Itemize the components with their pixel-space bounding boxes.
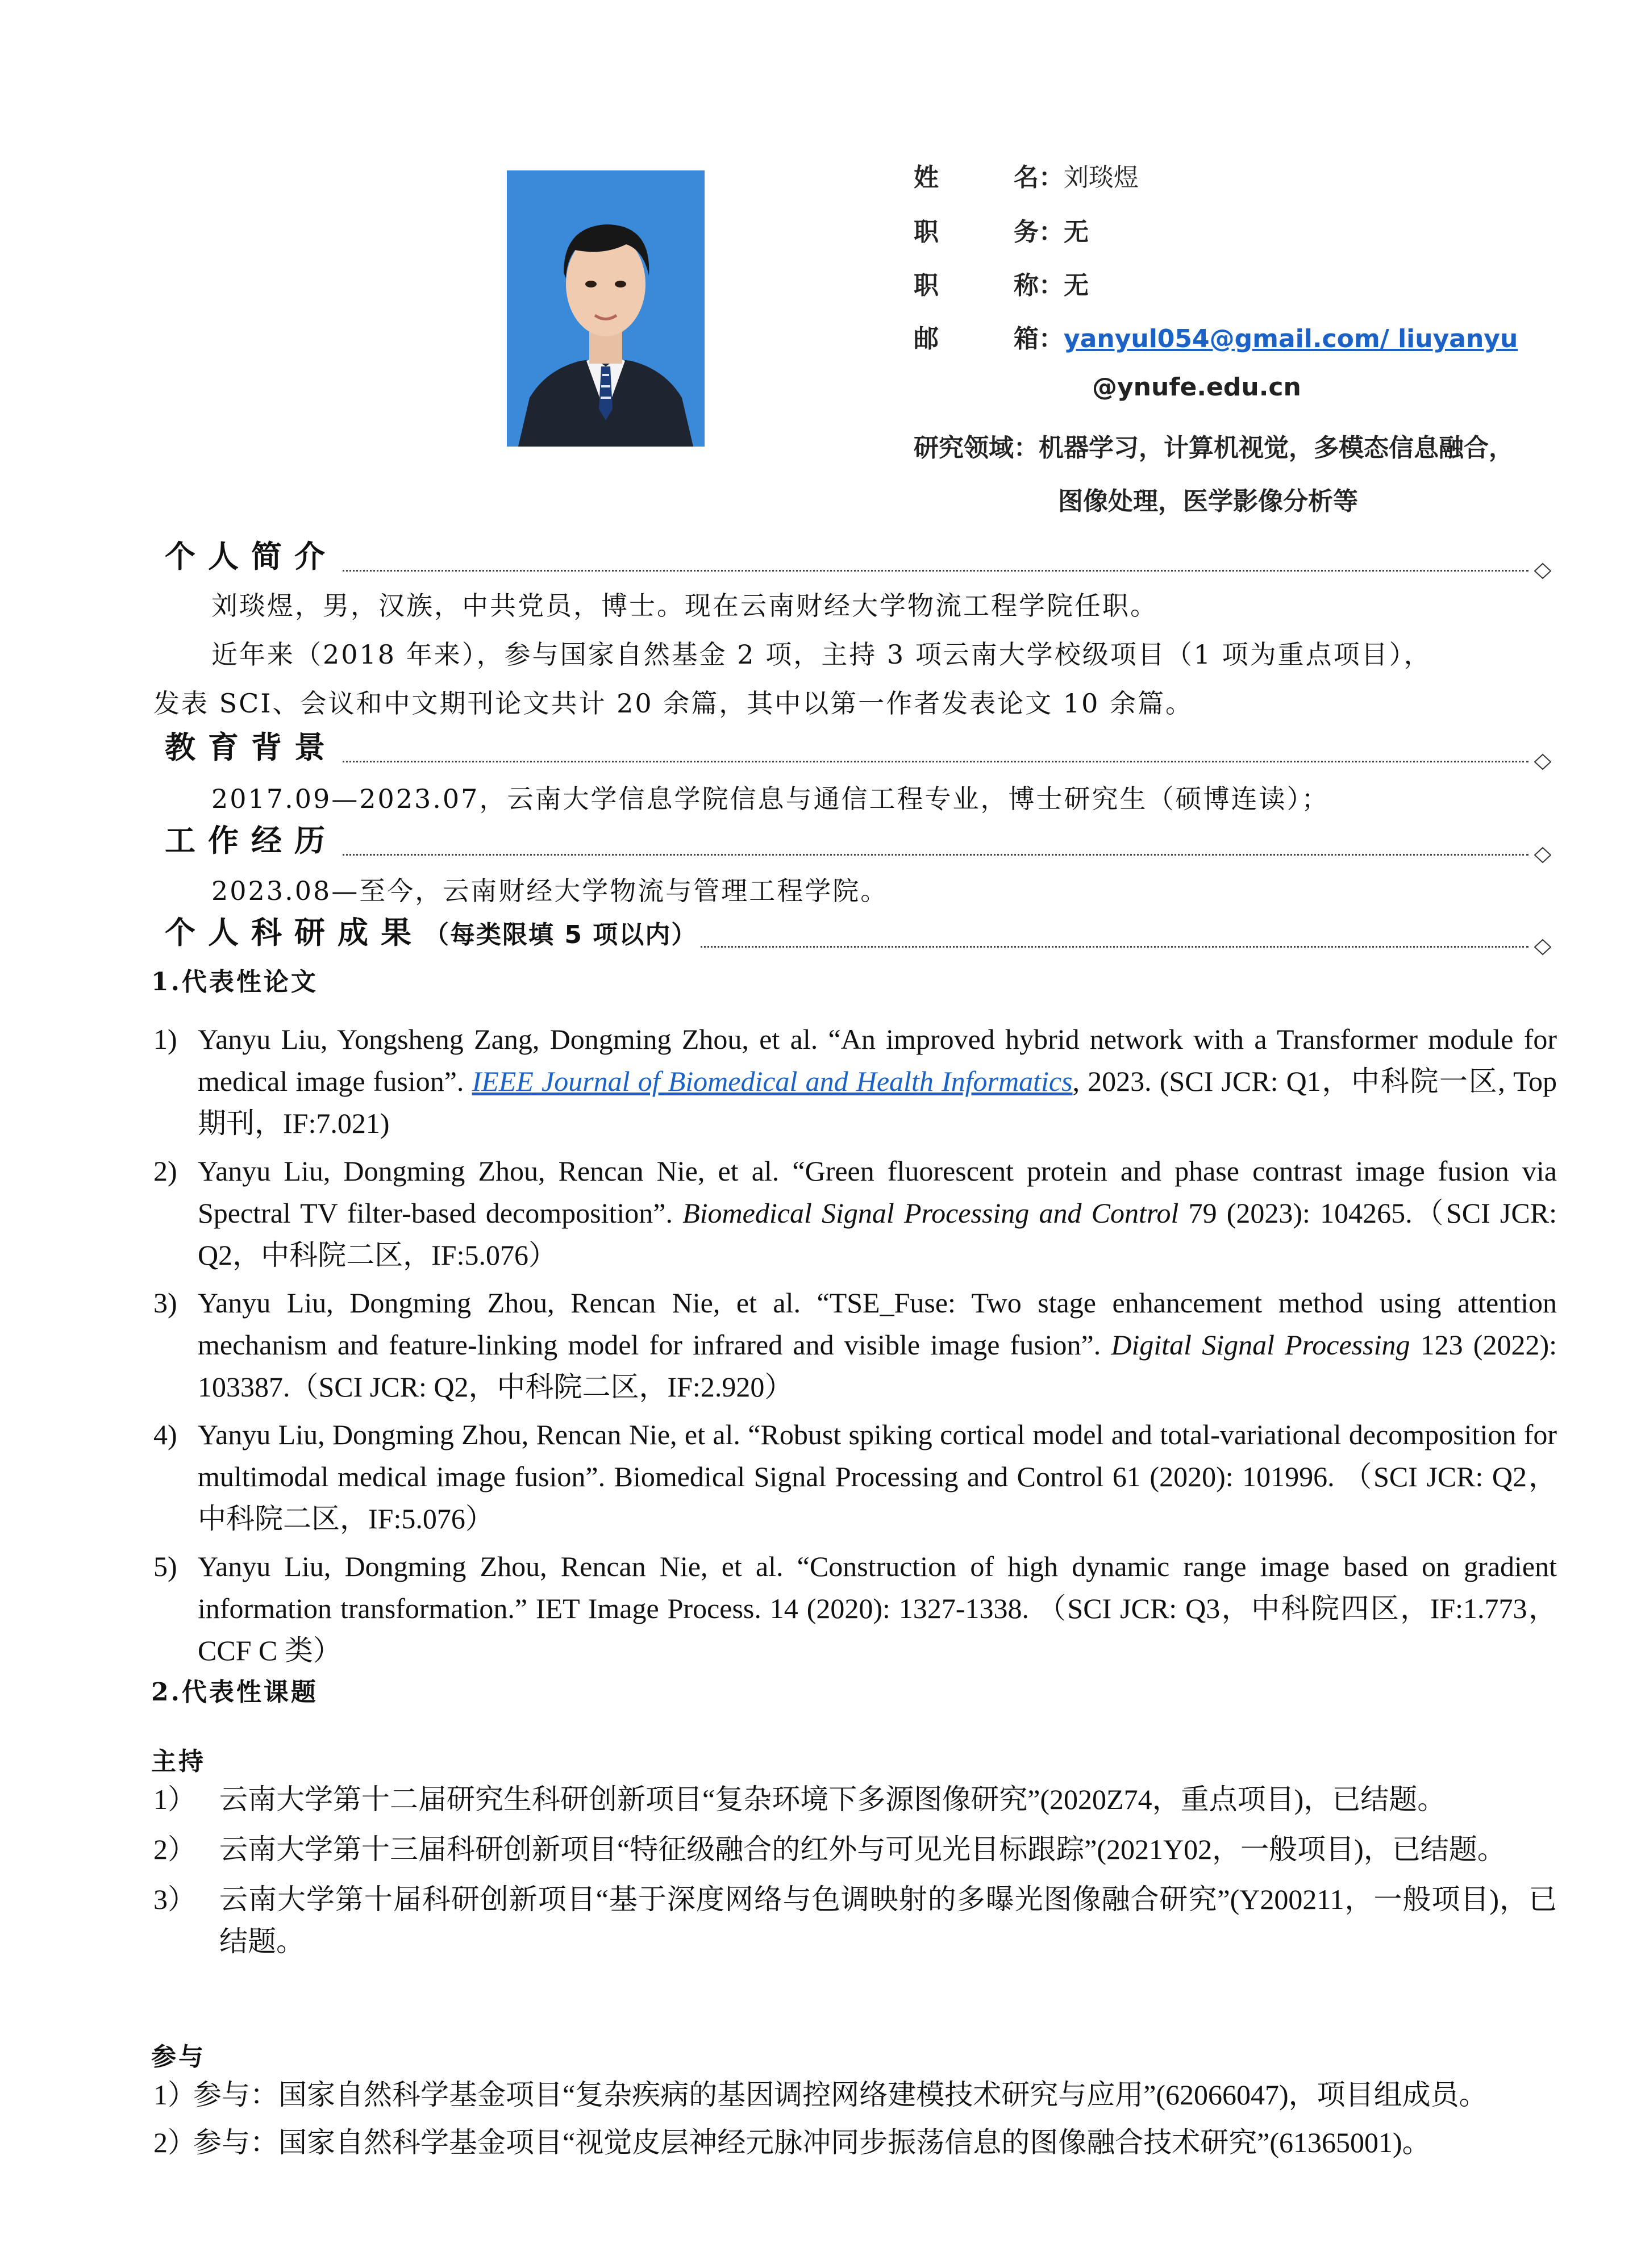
project-number: 3） bbox=[153, 1883, 196, 1915]
section-header-research bbox=[165, 917, 1551, 957]
research-note: （每类限填 5 项以内） bbox=[424, 920, 698, 949]
title-label: 职 称： bbox=[914, 271, 1064, 300]
project-item bbox=[153, 1828, 1557, 1870]
intro-paragraph-2b: 发表 SCI、会议和中文期刊论文共计 20 余篇，其中以第一作者发表论文 10 余篇。 bbox=[153, 688, 1194, 719]
position-value: 无 bbox=[1064, 218, 1089, 247]
project-text: 云南大学第十二届研究生科研创新项目“复杂环境下多源图像研究”(2020Z74，重点项目)，已结题。 bbox=[219, 1783, 1446, 1815]
paper-text: Yanyu Liu, Dongming Zhou, Rencan Nie, et al. “Construction of high dynamic range image based on gradient information transformation.” IET Image Process. 14 (2020): 1327-1338. （SCI JCR: Q3，中科院四区，IF:1.773，CCF C 类） bbox=[198, 1550, 1557, 1666]
project-text: 参与：国家自然科学基金项目“复杂疾病的基因调控网络建模技术研究与应用”(62066047)，项目组成员。 bbox=[193, 2079, 1488, 2111]
research-value-2: 图像处理，医学影像分析等 bbox=[1058, 487, 1358, 516]
project-text: 云南大学第十届科研创新项目“基于深度网络与色调映射的多曝光图像融合研究”(Y200211，一般项目)，已结题。 bbox=[219, 1883, 1557, 1957]
title-row bbox=[914, 265, 1089, 301]
diamond-icon bbox=[1534, 847, 1551, 864]
dotted-divider bbox=[165, 761, 1528, 762]
project-item bbox=[153, 1778, 1557, 1820]
research-row-2 bbox=[1058, 481, 1358, 517]
name-value: 刘琰煜 bbox=[1064, 163, 1139, 192]
paper-number: 3) bbox=[153, 1287, 177, 1319]
name-label: 姓 名： bbox=[914, 163, 1064, 192]
paper-details: 79 (2023): 104265.（SCI JCR: Q2，中科院二区，IF:5.076） bbox=[198, 1197, 1557, 1271]
intro-paragraph-1: 刘琰煜，男，汉族，中共党员，博士。现在云南财经大学物流工程学院任职。 bbox=[211, 590, 1158, 621]
education-line: 2017.09—2023.07，云南大学信息学院信息与通信工程专业，博士研究生（硕博连读）； bbox=[211, 783, 1330, 814]
diamond-icon bbox=[1534, 939, 1551, 956]
paper-item bbox=[153, 1545, 1557, 1671]
paper-text: Yanyu Liu, Dongming Zhou, Rencan Nie, et al. “TSE_Fuse: Two stage enhancement method using attention mechanism and feature-linking model for infrared and visible image fusion”. bbox=[198, 1287, 1557, 1361]
paper-journal-link[interactable]: IEEE Journal of Biomedical and Health Informatics bbox=[472, 1065, 1073, 1097]
email-row bbox=[914, 318, 1518, 355]
diamond-icon bbox=[1534, 753, 1551, 770]
paper-text: Yanyu Liu, Yongsheng Zang, Dongming Zhou, et al. “An improved hybrid network with a Transformer module for medical image fusion”. bbox=[198, 1023, 1557, 1097]
title-value: 无 bbox=[1064, 271, 1089, 300]
research-row bbox=[914, 427, 1514, 464]
projects-heading: 2.代表性课题 bbox=[151, 1678, 318, 1707]
position-row bbox=[914, 211, 1089, 248]
project-item bbox=[153, 1878, 1557, 1962]
paper-text: Yanyu Liu, Dongming Zhou, Rencan Nie, et al. “Robust spiking cortical model and total-variational decomposition for multimodal medical image fusion”. Biomedical Signal Processing and Control 61 (2020): 101996. （SCI JCR: Q2，中科院二区，IF:5.076） bbox=[198, 1419, 1557, 1535]
host-label: 主持 bbox=[151, 1747, 206, 1776]
person-portrait-icon bbox=[507, 170, 705, 447]
section-header-education bbox=[165, 729, 1551, 772]
position-label: 职 务： bbox=[914, 218, 1064, 247]
section-header-work bbox=[165, 825, 1551, 865]
project-text: 参与：国家自然科学基金项目“视觉皮层神经元脉冲同步振荡信息的图像融合技术研究”(61365001)。 bbox=[193, 2127, 1431, 2158]
join-label: 参与 bbox=[151, 2042, 206, 2071]
paper-journal: Biomedical Signal Processing and Control bbox=[682, 1197, 1179, 1229]
section-title: 个人简介 bbox=[165, 532, 341, 576]
paper-item bbox=[153, 1282, 1557, 1408]
research-title: 个人科研成果 bbox=[165, 915, 424, 950]
name-row bbox=[914, 157, 1139, 193]
paper-number: 5) bbox=[153, 1550, 177, 1582]
paper-number: 2) bbox=[153, 1155, 177, 1187]
project-number: 1） bbox=[153, 1783, 196, 1815]
research-label: 研究领域： bbox=[914, 433, 1039, 462]
section-title: 工作经历 bbox=[165, 816, 341, 860]
joined-projects-list bbox=[153, 2074, 1557, 2163]
dotted-divider bbox=[165, 570, 1528, 572]
paper-journal: Digital Signal Processing bbox=[1111, 1329, 1410, 1361]
section-title bbox=[165, 908, 701, 952]
paper-item bbox=[153, 1150, 1557, 1276]
paper-details: 123 (2022): 103387.（SCI JCR: Q2，中科院二区，IF:2.920） bbox=[198, 1329, 1557, 1403]
diamond-icon bbox=[1534, 562, 1551, 579]
email-row-2 bbox=[1092, 373, 1301, 402]
project-item bbox=[153, 2121, 1557, 2163]
papers-heading: 1.代表性论文 bbox=[151, 968, 318, 997]
email-label: 邮 箱： bbox=[914, 324, 1064, 353]
email-domain[interactable]: @ynufe.edu.cn bbox=[1092, 373, 1301, 402]
research-value-1: 机器学习，计算机视觉，多模态信息融合， bbox=[1039, 433, 1514, 462]
profile-photo bbox=[507, 170, 705, 447]
project-number: 2） bbox=[153, 1833, 196, 1865]
paper-details: , 2023. (SCI JCR: Q1，中科院一区, Top 期刊，IF:7.021) bbox=[198, 1065, 1557, 1139]
dotted-divider bbox=[165, 854, 1528, 856]
paper-text: Yanyu Liu, Dongming Zhou, Rencan Nie, et al. “Green fluorescent protein and phase contrast image fusion via Spectral TV filter-based decomposition”. bbox=[198, 1155, 1557, 1229]
project-number: 1） bbox=[153, 2079, 196, 2111]
paper-item bbox=[153, 1414, 1557, 1540]
project-text: 云南大学第十三届科研创新项目“特征级融合的红外与可见光目标跟踪”(2021Y02，一般项目)，已结题。 bbox=[219, 1833, 1506, 1865]
project-item bbox=[153, 2074, 1557, 2116]
host-projects-list bbox=[153, 1778, 1557, 1970]
paper-item bbox=[153, 1018, 1557, 1144]
email-link[interactable]: yanyul054@gmail.com/ liuyanyu bbox=[1064, 324, 1518, 353]
intro-paragraph-2a: 近年来（2018 年来），参与国家自然基金 2 项，主持 3 项云南大学校级项目（1 项为重点项目）， bbox=[211, 639, 1432, 670]
section-title: 教育背景 bbox=[165, 723, 341, 767]
paper-number: 4) bbox=[153, 1419, 177, 1450]
project-number: 2） bbox=[153, 2127, 196, 2158]
papers-list bbox=[153, 1018, 1557, 1677]
work-line: 2023.08—至今，云南财经大学物流与管理工程学院。 bbox=[211, 875, 889, 906]
paper-number: 1) bbox=[153, 1023, 177, 1055]
section-header-intro bbox=[165, 541, 1551, 581]
